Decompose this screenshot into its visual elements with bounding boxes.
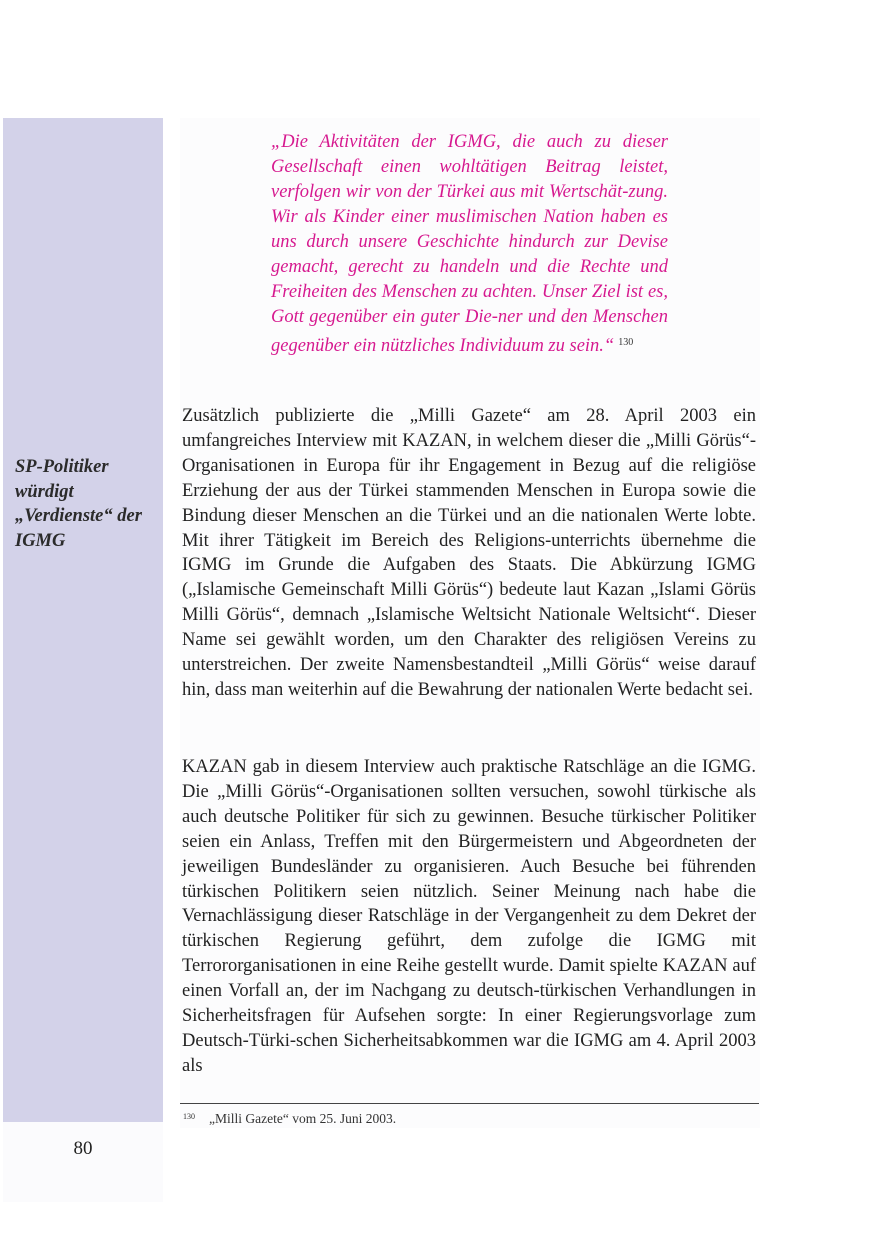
margin-note: SP-Politiker würdigt „Verdienste“ der IGMG (15, 457, 142, 551)
footnote (183, 1108, 753, 1128)
block-quote (271, 130, 668, 359)
sidebar-band (3, 118, 163, 1122)
footnote-text: „Milli Gazete“ vom 25. Juni 2003. (209, 1111, 397, 1126)
quote-text: „Die Aktivitäten der IGMG, die auch zu dieser Gesellschaft einen wohltätigen Beitrag leistet, verfolgen wir von der Türkei aus mit Wertschät-zung. Wir als Kinder einer muslimischen Nation haben es uns durch unsere Geschichte hindurch zur Devise gemacht, gerecht zu handeln und die Rechte und Freiheiten des Menschen zu achten. Unser Ziel ist es, Gott gegenüber ein guter Die-ner und den Menschen gegenüber ein nützliches Individuum zu sein.“ (271, 132, 668, 356)
sidebar-footer-band (3, 1122, 163, 1202)
footnote-divider (180, 1103, 759, 1104)
footnote-number: 130 (183, 1112, 195, 1121)
footnote-reference: 130 (618, 337, 634, 348)
page-number: 80 (73, 1138, 93, 1159)
body-paragraph-2: KAZAN gab in diesem Interview auch praktische Ratschläge an die IGMG. Die „Milli Görüs“-Organisationen sollten versuchen, sowohl türkische als auch deutsche Politiker für sich zu gewinnen. Besuche türkischer Politiker seien ein Anlass, Treffen mit den Bürgermeistern und Abgeordneten der jeweiligen Bundesländer zu organisieren. Auch Besuche bei führenden türkischen Politikern seien nützlich. Seiner Meinung nach habe die Vernachlässigung dieser Ratschläge in der Vergangenheit zu dem Dekret der türkischen Regierung geführt, dem zufolge die IGMG mit Terrororganisationen in eine Reihe gestellt wurde. Damit spielte KAZAN auf einen Vorfall an, der im Nachgang zu deutsch-türkischen Verhandlungen in Sicherheitsfragen für Aufsehen sorgte: In einer Regierungsvorlage zum Deutsch-Türki-schen Sicherheitsabkommen war die IGMG am 4. April 2003 als (182, 757, 756, 1076)
body-paragraph-1: Zusätzlich publizierte die „Milli Gazete“ am 28. April 2003 ein umfangreiches Interview mit KAZAN, in welchem dieser die „Milli Görüs“-Organisationen in Europa für ihr Engagement in Bezug auf die religiöse Erziehung der aus der Türkei stammenden Menschen in Europa sowie die Bindung dieser Menschen an die Türkei und an die nationalen Werte lobte. Mit ihrer Tätigkeit im Bereich des Religions-unterrichts übernehme die IGMG im Grunde die Aufgaben des Staats. Die Abkürzung IGMG („Islamische Gemeinschaft Milli Görüs“) bedeute laut Kazan „Islami Görüs Milli Görüs“, demnach „Islamische Weltsicht Nationale Weltsicht“. Dieser Name sei gewählt worden, um den Charakter des religiösen Vereins zu unterstreichen. Der zweite Namensbestandteil „Milli Görüs“ weise darauf hin, dass man weiterhin auf die Bewahrung der nationalen Werte bedacht sei. (182, 406, 756, 700)
